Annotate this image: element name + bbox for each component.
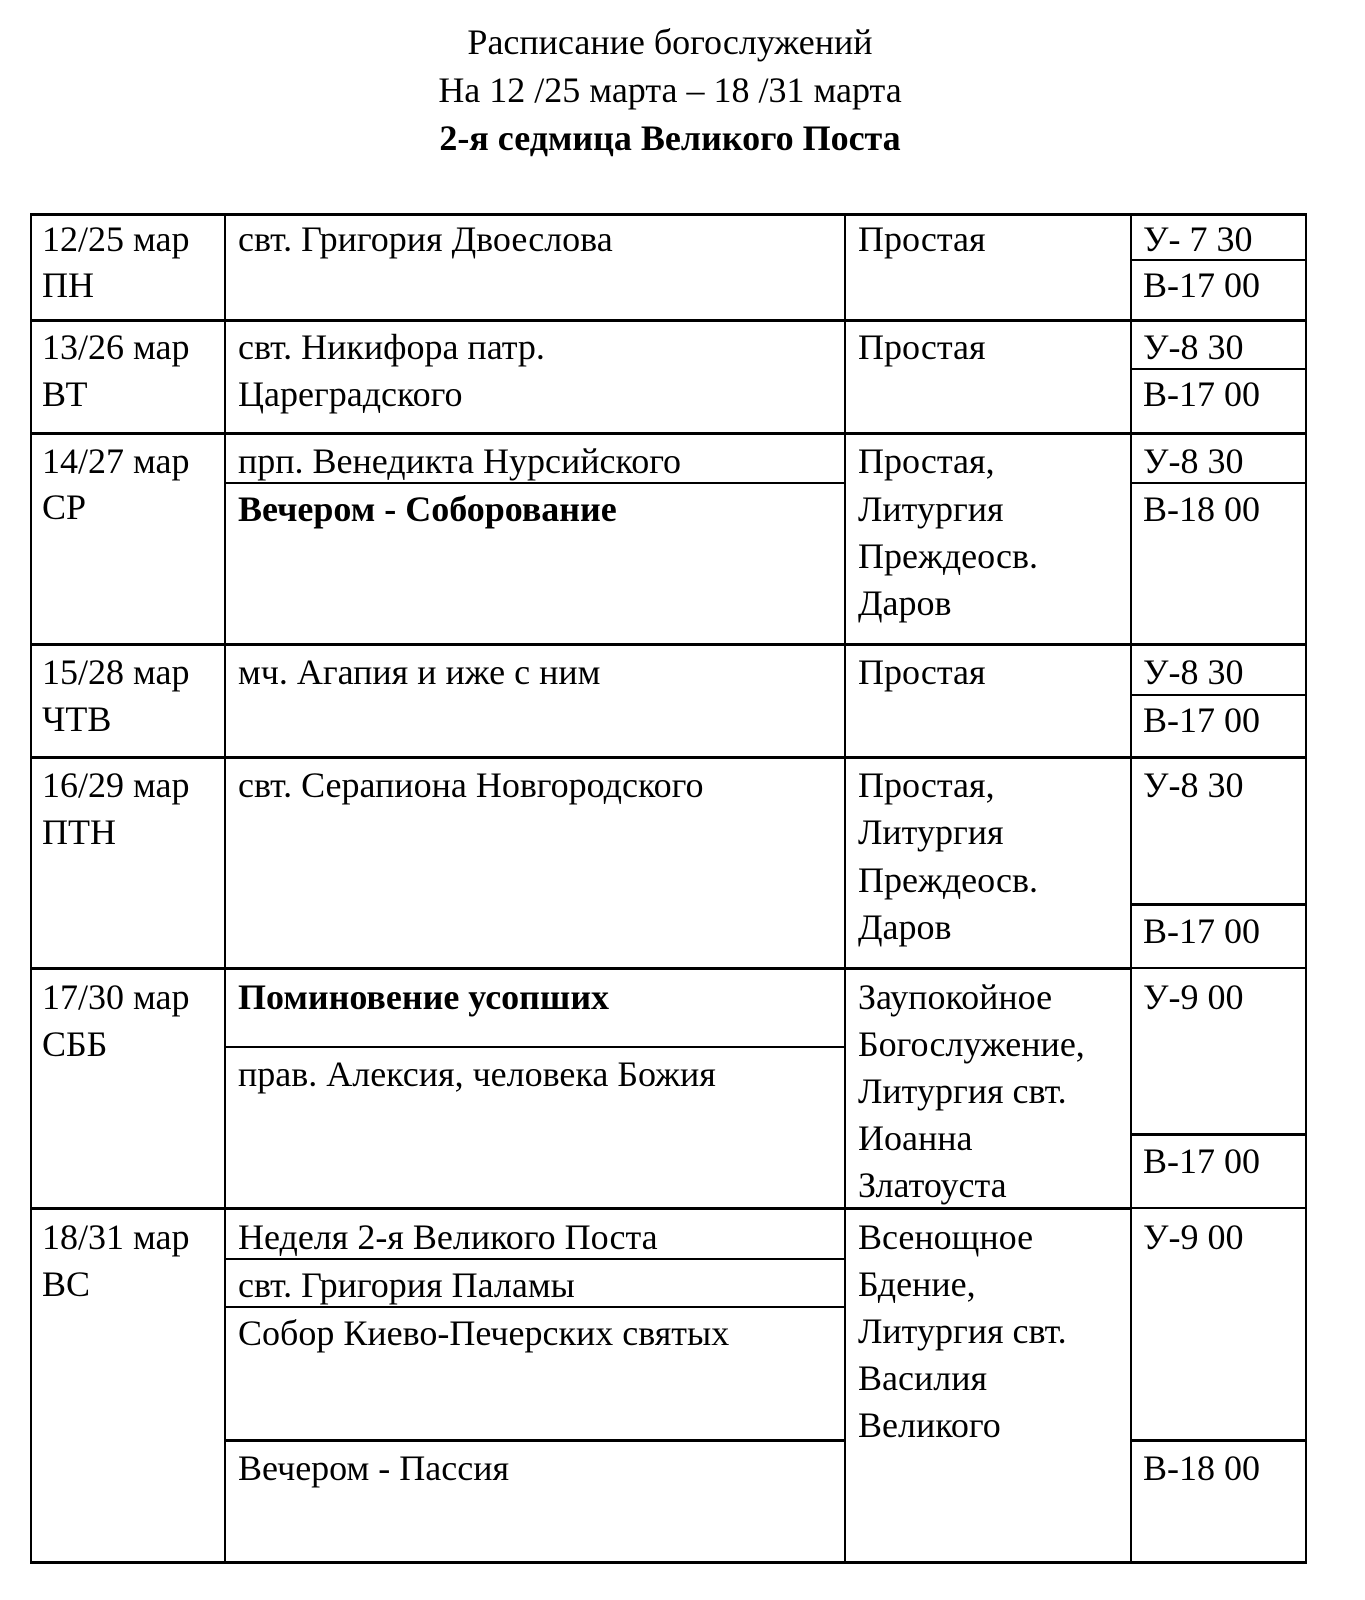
cell-divider: [224, 1046, 844, 1048]
morning-time: У- 7 30: [1143, 219, 1253, 259]
evening-time: В-18 00: [1143, 489, 1260, 529]
service-type: Великого: [858, 1405, 1001, 1445]
weekday-cell: СР: [42, 487, 87, 527]
column-divider: [844, 215, 846, 1563]
service-type: Василия: [858, 1358, 988, 1398]
saint-name: свт. Никифора патр.: [238, 327, 545, 367]
row-divider: [1130, 1207, 1307, 1209]
service-type: Даров: [858, 907, 952, 947]
row-divider: [30, 643, 1307, 646]
morning-time: У-8 30: [1143, 652, 1244, 692]
date-cell: 16/29 мар: [42, 765, 190, 805]
evening-note: Вечером - Пассия: [238, 1448, 510, 1488]
morning-time: У-9 00: [1143, 1217, 1244, 1257]
table-border-top: [30, 213, 1307, 216]
weekday-cell: ВТ: [42, 374, 88, 414]
service-type: Литургия: [858, 489, 1004, 529]
table-border-left: [30, 215, 32, 1563]
service-type: Бдение,: [858, 1264, 976, 1304]
evening-time: В-18 00: [1143, 1448, 1260, 1488]
date-cell: 12/25 мар: [42, 219, 190, 259]
service-type: Иоанна: [858, 1118, 973, 1158]
date-cell: 14/27 мар: [42, 441, 190, 481]
week-title: 2-я седмица Великого Поста: [439, 118, 901, 158]
table-border-bottom: [30, 1561, 1307, 1564]
saint-name: прп. Венедикта Нурсийского: [238, 441, 682, 481]
time-divider: [1130, 1439, 1307, 1442]
evening-time: В-17 00: [1143, 911, 1260, 951]
service-type: Простая,: [858, 765, 995, 805]
date-range: На 12 /25 марта – 18 /31 марта: [438, 70, 902, 110]
evening-time: В-17 00: [1143, 374, 1260, 414]
service-type: Преждеосв.: [858, 860, 1039, 900]
memorial-note: Поминовение усопших: [238, 977, 610, 1017]
saint-name: Неделя 2-я Великого Поста: [238, 1217, 658, 1257]
evening-note: Вечером - Соборование: [238, 489, 617, 529]
service-type: Заупокойное: [858, 977, 1053, 1017]
weekday-cell: ПН: [42, 265, 94, 305]
service-type: Богослужение,: [858, 1024, 1085, 1064]
date-cell: 17/30 мар: [42, 977, 190, 1017]
service-type: Златоуста: [858, 1165, 1007, 1205]
schedule-header: [0, 18, 1340, 162]
service-type: Литургия свт.: [858, 1311, 1067, 1351]
service-type: Всенощное: [858, 1217, 1034, 1257]
morning-time: У-9 00: [1143, 977, 1244, 1017]
table-border-right: [1305, 215, 1307, 1563]
weekday-cell: СББ: [42, 1024, 108, 1064]
date-cell: 18/31 мар: [42, 1217, 190, 1257]
service-type: Литургия свт.: [858, 1071, 1067, 1111]
weekday-cell: ПТН: [42, 812, 116, 852]
weekday-cell: ВС: [42, 1264, 91, 1304]
cell-divider: [224, 1439, 844, 1442]
weekday-cell: ЧТВ: [42, 699, 112, 739]
row-divider: [30, 967, 1130, 970]
row-divider: [30, 432, 1307, 435]
time-divider: [1130, 1133, 1307, 1136]
time-divider: [1130, 903, 1307, 906]
service-type: Литургия: [858, 812, 1004, 852]
saint-name: Цареградского: [238, 374, 463, 414]
service-type: Простая: [858, 652, 986, 692]
saint-name: мч. Агапия и иже с ним: [238, 652, 601, 692]
morning-time: У-8 30: [1143, 765, 1244, 805]
morning-time: У-8 30: [1143, 327, 1244, 367]
saint-name: свт. Серапиона Новгородского: [238, 765, 704, 805]
service-type: Преждеосв.: [858, 536, 1039, 576]
date-cell: 13/26 мар: [42, 327, 190, 367]
saint-name: прав. Алексия, человека Божия: [238, 1054, 716, 1094]
evening-time: В-17 00: [1143, 265, 1260, 305]
evening-time: В-17 00: [1143, 700, 1260, 740]
row-divider: [30, 756, 1307, 759]
service-type: Простая,: [858, 441, 995, 481]
service-type: Простая: [858, 219, 986, 259]
service-type: Простая: [858, 327, 986, 367]
row-divider: [1130, 967, 1307, 969]
column-divider: [224, 215, 226, 1563]
evening-time: В-17 00: [1143, 1141, 1260, 1181]
morning-time: У-8 30: [1143, 441, 1244, 481]
row-divider: [30, 319, 1307, 322]
saint-name: свт. Григория Двоеслова: [238, 219, 613, 259]
saint-name: свт. Григория Паламы: [238, 1265, 575, 1305]
service-type: Даров: [858, 583, 952, 623]
schedule-table: [30, 215, 1340, 1563]
date-cell: 15/28 мар: [42, 652, 190, 692]
page-title: Расписание богослужений: [467, 22, 873, 62]
saint-name: Собор Киево-Печерских святых: [238, 1313, 730, 1353]
column-divider: [1130, 215, 1132, 1563]
